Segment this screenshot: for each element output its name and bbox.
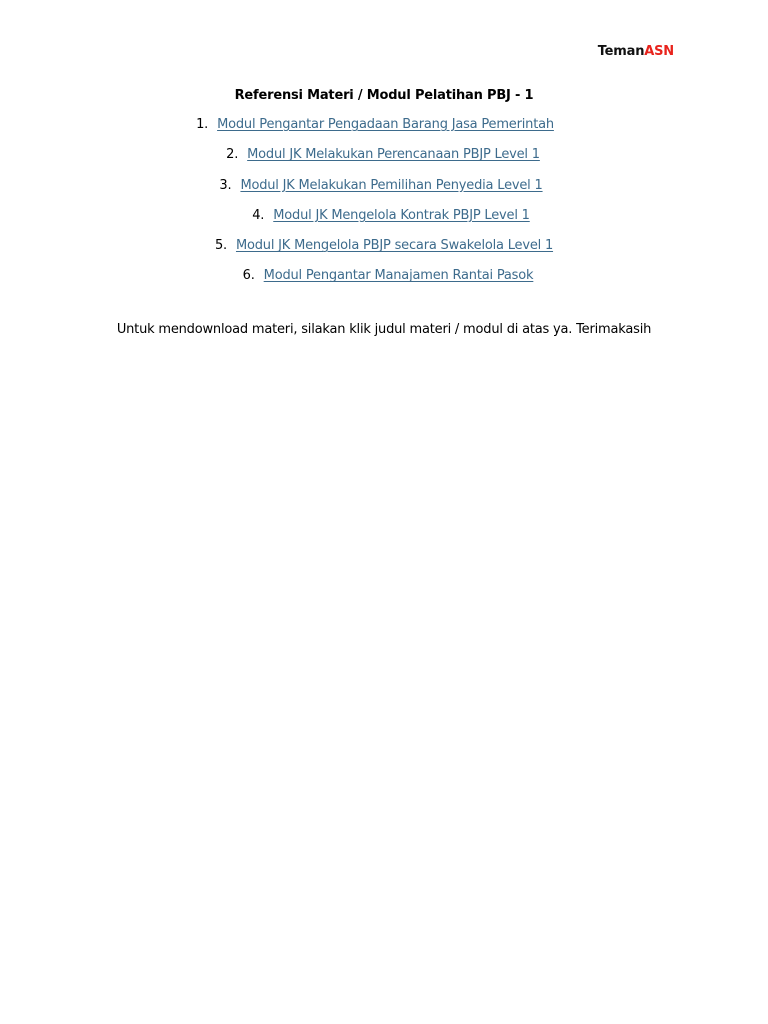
list-item-number: 2. [226,147,239,163]
list-item [0,268,768,298]
document-title: Referensi Materi / Modul Pelatihan PBJ - 1 [234,88,534,103]
list-item [0,147,768,177]
list-item-number: 4. [252,207,265,223]
module-link-kontrak[interactable]: Modul JK Mengelola Kontrak PBJP Level 1 [273,207,530,223]
list-item-number: 5. [214,238,227,254]
module-link-perencanaan[interactable]: Modul JK Melakukan Perencanaan PBJP Level 1 [247,147,540,163]
list-item-number: 3. [219,177,232,193]
list-item [0,238,768,268]
list-item [0,208,768,238]
list-item [0,178,768,208]
module-link-pemilihan-penyedia[interactable]: Modul JK Melakukan Pemilihan Penyedia Level 1 [240,177,543,193]
download-instruction: Untuk mendownload materi, silakan klik judul materi / modul di atas ya. Terimakasih [116,322,652,337]
list-item-number: 1. [196,117,209,132]
list-item [0,117,768,147]
brand-logo [598,44,674,59]
module-link-rantai-pasok[interactable]: Modul Pengantar Manajamen Rantai Pasok [263,268,534,284]
module-list [0,117,768,299]
module-link-pengantar-pbj[interactable]: Modul Pengantar Pengadaan Barang Jasa Pemerintah [217,117,554,132]
list-item-number: 6. [242,268,255,284]
brand-part-asn: ASN [644,44,674,59]
module-link-swakelola[interactable]: Modul JK Mengelola PBJP secara Swakelola Level 1 [235,238,554,254]
brand-part-teman: Teman [597,44,645,59]
